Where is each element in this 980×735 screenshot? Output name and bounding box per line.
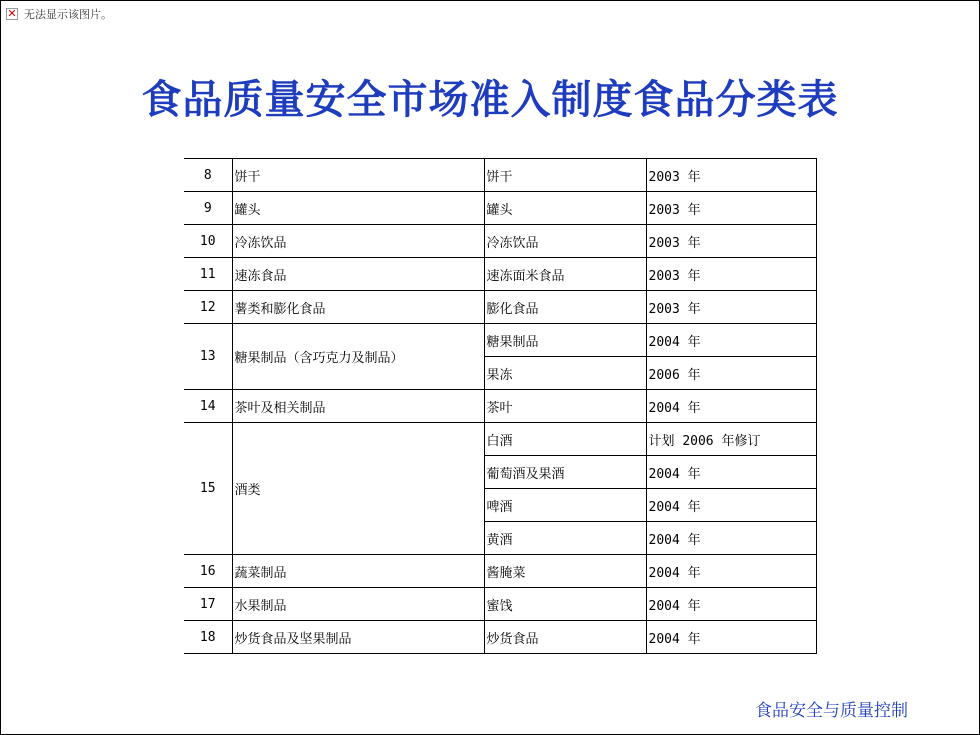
broken-image-text: 无法显示该图片。 [24, 8, 112, 21]
year-cell: 2004 年 [646, 489, 816, 522]
category-cell: 炒货食品及坚果制品 [232, 621, 484, 654]
table-row [184, 258, 816, 291]
unit-cell: 酱腌菜 [484, 555, 646, 588]
food-category-table-wrap [184, 158, 817, 654]
table-row [184, 588, 816, 621]
unit-cell: 啤酒 [484, 489, 646, 522]
category-cell: 速冻食品 [232, 258, 484, 291]
category-cell: 茶叶及相关制品 [232, 390, 484, 423]
category-cell: 蔬菜制品 [232, 555, 484, 588]
unit-cell: 罐头 [484, 192, 646, 225]
row-number: 12 [184, 291, 232, 324]
year-cell: 2004 年 [646, 456, 816, 489]
broken-image-icon: ✕ [7, 7, 17, 20]
slide-title: 食品质量安全市场准入制度食品分类表 [141, 76, 839, 123]
unit-cell: 白酒 [484, 423, 646, 456]
year-cell: 2004 年 [646, 588, 816, 621]
unit-cell: 黄酒 [484, 522, 646, 555]
year-cell: 2004 年 [646, 621, 816, 654]
table-row [184, 324, 816, 357]
year-cell: 2004 年 [646, 390, 816, 423]
year-cell: 2004 年 [646, 555, 816, 588]
row-number: 14 [184, 390, 232, 423]
unit-cell: 膨化食品 [484, 291, 646, 324]
unit-cell: 炒货食品 [484, 621, 646, 654]
year-cell: 2004 年 [646, 324, 816, 357]
year-cell: 2004 年 [646, 522, 816, 555]
category-cell: 饼干 [232, 159, 484, 192]
year-cell: 2003 年 [646, 291, 816, 324]
row-number: 8 [184, 159, 232, 192]
unit-cell: 葡萄酒及果酒 [484, 456, 646, 489]
table-row [184, 291, 816, 324]
unit-cell: 茶叶 [484, 390, 646, 423]
table-row [184, 555, 816, 588]
unit-cell: 糖果制品 [484, 324, 646, 357]
year-cell: 计划 2006 年修订 [646, 423, 816, 456]
table-row [184, 390, 816, 423]
table-row [184, 159, 816, 192]
table-row [184, 423, 816, 456]
table-row [184, 621, 816, 654]
row-number: 9 [184, 192, 232, 225]
year-cell: 2003 年 [646, 192, 816, 225]
broken-image-placeholder [6, 6, 112, 22]
row-number: 15 [184, 423, 232, 555]
year-cell: 2003 年 [646, 225, 816, 258]
category-cell: 糖果制品（含巧克力及制品） [232, 324, 484, 390]
unit-cell: 冷冻饮品 [484, 225, 646, 258]
row-number: 10 [184, 225, 232, 258]
row-number: 11 [184, 258, 232, 291]
year-cell: 2003 年 [646, 159, 816, 192]
unit-cell: 速冻面米食品 [484, 258, 646, 291]
year-cell: 2006 年 [646, 357, 816, 390]
row-number: 17 [184, 588, 232, 621]
footer-text: 食品安全与质量控制 [755, 701, 908, 721]
year-cell: 2003 年 [646, 258, 816, 291]
category-cell: 水果制品 [232, 588, 484, 621]
food-category-table [184, 158, 817, 654]
unit-cell: 饼干 [484, 159, 646, 192]
unit-cell: 蜜饯 [484, 588, 646, 621]
table-row [184, 192, 816, 225]
row-number: 13 [184, 324, 232, 390]
category-cell: 冷冻饮品 [232, 225, 484, 258]
category-cell: 薯类和膨化食品 [232, 291, 484, 324]
category-cell: 罐头 [232, 192, 484, 225]
category-cell: 酒类 [232, 423, 484, 555]
unit-cell: 果冻 [484, 357, 646, 390]
row-number: 16 [184, 555, 232, 588]
row-number: 18 [184, 621, 232, 654]
table-row [184, 225, 816, 258]
